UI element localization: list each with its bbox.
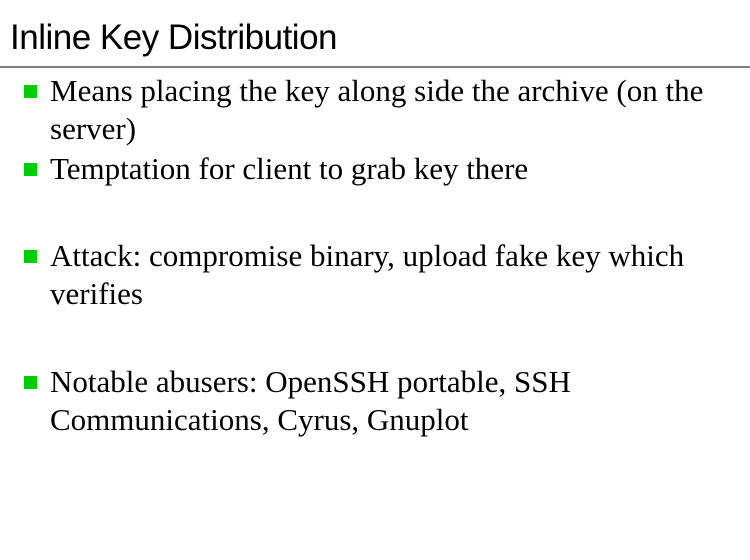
bullet-item [24,150,704,188]
square-bullet-icon [24,85,37,98]
bullet-text: Attack: compromise binary, upload fake key which verifies [50,238,685,311]
square-bullet-icon [24,250,37,263]
bullet-item [24,237,704,313]
bullet-item [24,363,704,439]
bullet-item [24,72,704,148]
bullet-text: Temptation for client to grab key there [50,151,529,186]
slide-title: Inline Key Distribution [10,18,337,57]
bullet-text: Notable abusers: OpenSSH portable, SSH Communications, Cyrus, Gnuplot [50,364,571,437]
square-bullet-icon [24,376,37,389]
bullet-text: Means placing the key along side the archive (on the server) [50,73,704,146]
square-bullet-icon [24,163,37,176]
title-divider [0,66,750,68]
